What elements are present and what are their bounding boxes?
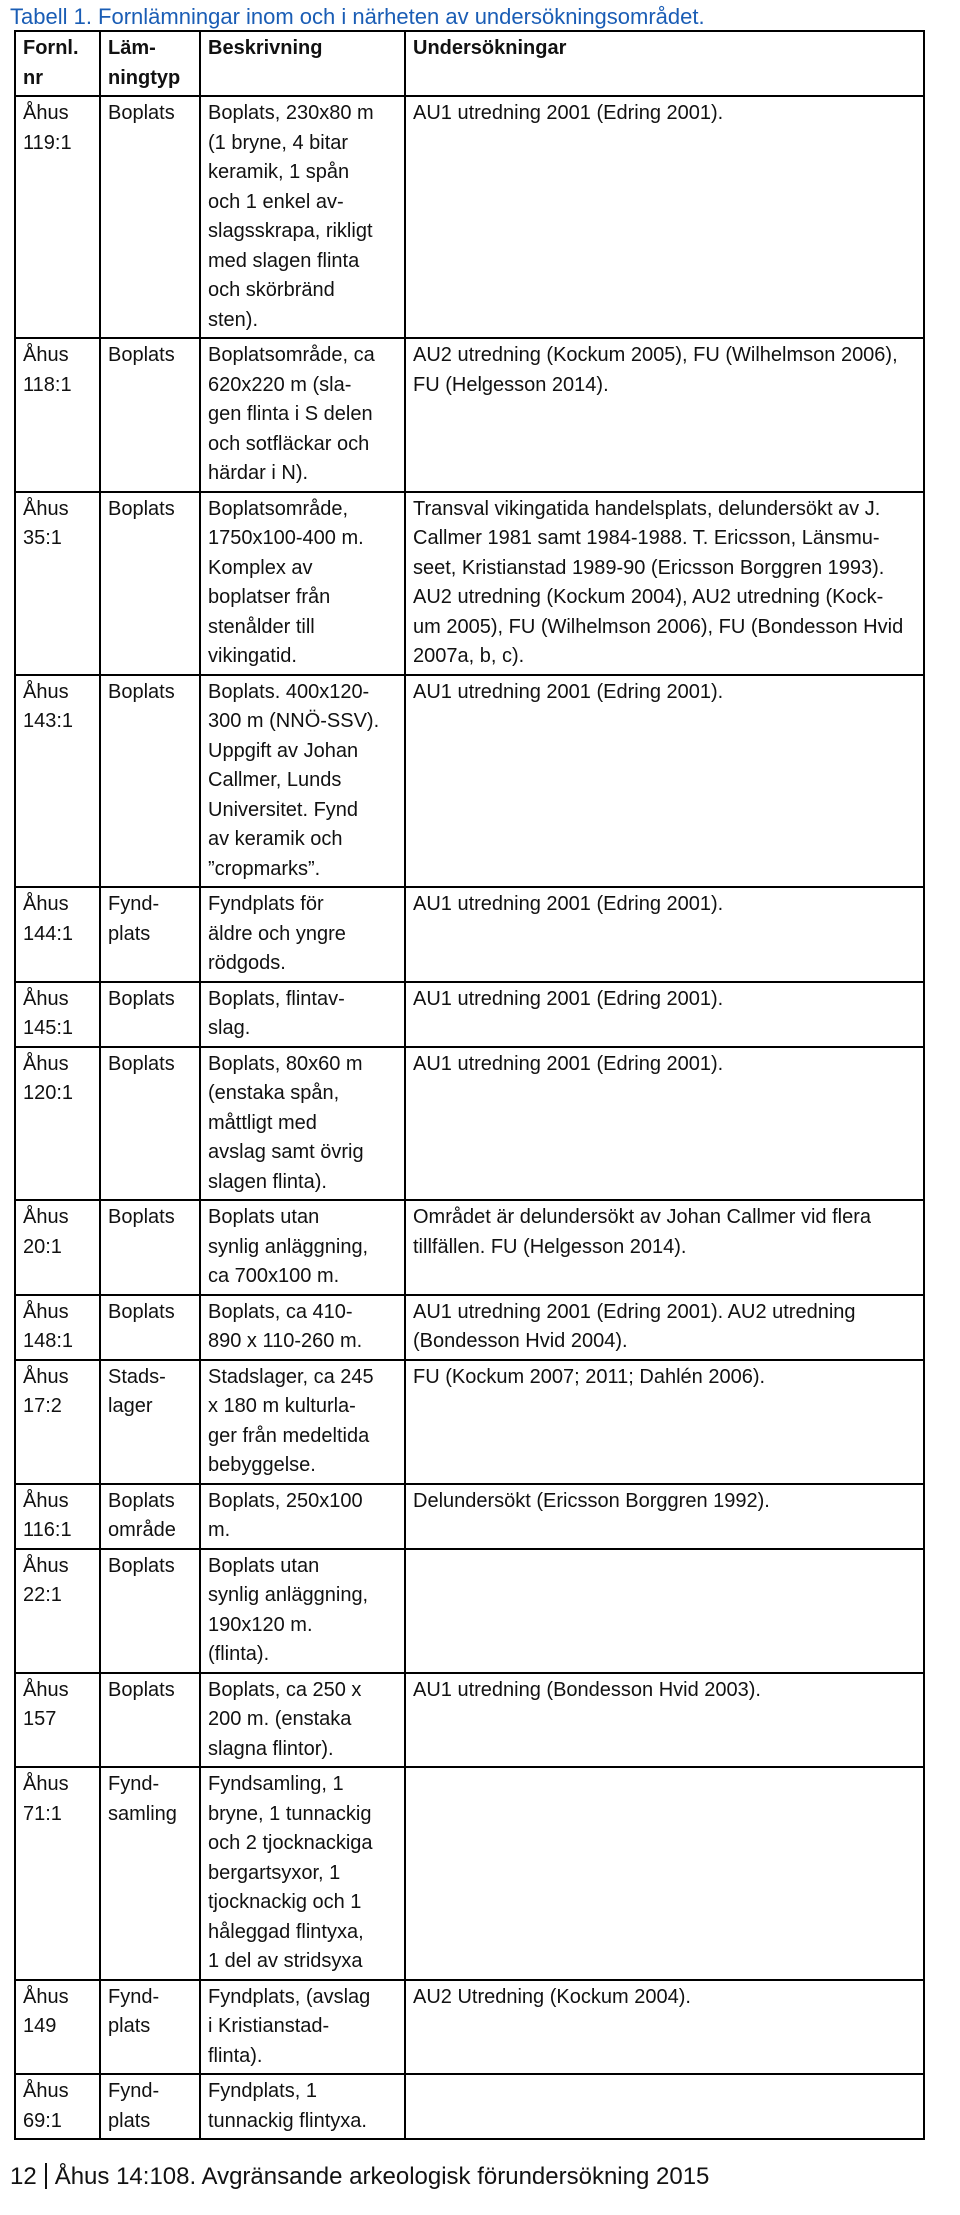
cell-fornl-nr: Åhus 144:1 [15,887,100,982]
cell-lamningtyp: Boplats [100,1200,200,1295]
cell-fornl-nr: Åhus 120:1 [15,1047,100,1201]
table-row [15,1980,924,2075]
table-row [15,1295,924,1360]
page-footer [10,2162,709,2192]
cell-undersokningar: AU1 utredning 2001 (Edring 2001). AU2 utredning (Bondesson Hvid 2004). [405,1295,924,1360]
cell-lamningtyp: Fynd- plats [100,887,200,982]
table-row [15,492,924,675]
cell-undersokningar: AU1 utredning 2001 (Edring 2001). [405,675,924,888]
cell-lamningtyp: Boplats [100,675,200,888]
cell-lamningtyp: Boplats [100,338,200,492]
header-undersokningar: Undersökningar [405,31,924,96]
page-number: 12 [10,2163,37,2190]
cell-undersokningar: AU1 utredning 2001 (Edring 2001). [405,1047,924,1201]
table-row [15,1360,924,1484]
footer-separator [45,2163,47,2189]
header-beskrivning: Beskrivning [200,31,405,96]
table-row [15,1549,924,1673]
cell-undersokningar: AU1 utredning 2001 (Edring 2001). [405,982,924,1047]
table-row [15,982,924,1047]
cell-lamningtyp: Boplats [100,492,200,675]
cell-fornl-nr: Åhus 116:1 [15,1484,100,1549]
cell-beskrivning: Boplatsområde, ca 620x220 m (sla- gen flinta i S delen och sotfläckar och härdar i N). [200,338,405,492]
cell-fornl-nr: Åhus 35:1 [15,492,100,675]
cell-beskrivning: Boplatsområde, 1750x100-400 m. Komplex av boplatser från stenålder till vikingatid. [200,492,405,675]
cell-beskrivning: Boplats utan synlig anläggning, ca 700x100 m. [200,1200,405,1295]
cell-beskrivning: Fyndsamling, 1 bryne, 1 tunnackig och 2 tjocknackiga bergartsyxor, 1 tjocknackig och 1 håleggad flintyxa, 1 del av stridsyxa [200,1767,405,1980]
cell-lamningtyp: Boplats [100,1673,200,1768]
cell-undersokningar: AU2 utredning (Kockum 2005), FU (Wilhelmson 2006), FU (Helgesson 2014). [405,338,924,492]
cell-beskrivning: Boplats, ca 250 x 200 m. (enstaka slagna flintor). [200,1673,405,1768]
cell-beskrivning: Boplats. 400x120- 300 m (NNÖ-SSV). Uppgift av Johan Callmer, Lunds Universitet. Fynd av keramik och ”cropmarks”. [200,675,405,888]
cell-beskrivning: Fyndplats, (avslag i Kristianstad- flinta). [200,1980,405,2075]
cell-lamningtyp: Boplats område [100,1484,200,1549]
cell-lamningtyp: Fynd- plats [100,1980,200,2075]
table-row [15,887,924,982]
cell-fornl-nr: Åhus 17:2 [15,1360,100,1484]
cell-lamningtyp: Fynd- plats [100,2074,200,2139]
cell-beskrivning: Boplats, flintav- slag. [200,982,405,1047]
cell-lamningtyp: Boplats [100,1047,200,1201]
cell-fornl-nr: Åhus 143:1 [15,675,100,888]
cell-fornl-nr: Åhus 22:1 [15,1549,100,1673]
cell-fornl-nr: Åhus 149 [15,1980,100,2075]
header-lamningtyp: Läm- ningtyp [100,31,200,96]
cell-undersokningar: Transval vikingatida handelsplats, delundersökt av J. Callmer 1981 samt 1984-1988. T. Ericsson, Länsmu- seet, Kristianstad 1989-90 (Ericsson Borggren 1993). AU2 utredning (Kockum 2004), AU2 utredning (Kock- um 2005), FU (Wilhelmson 2006), FU (Bondesson Hvid 2007a, b, c). [405,492,924,675]
cell-fornl-nr: Åhus 20:1 [15,1200,100,1295]
cell-beskrivning: Fyndplats för äldre och yngre rödgods. [200,887,405,982]
cell-fornl-nr: Åhus 119:1 [15,96,100,338]
cell-undersokningar: Området är delundersökt av Johan Callmer vid flera tillfällen. FU (Helgesson 2014). [405,1200,924,1295]
cell-beskrivning: Boplats, 230x80 m (1 bryne, 4 bitar keramik, 1 spån och 1 enkel av- slagsskrapa, rikligt med slagen flinta och skörbränd sten). [200,96,405,338]
cell-undersokningar [405,1767,924,1980]
table-row [15,675,924,888]
cell-beskrivning: Boplats utan synlig anläggning, 190x120 m. (flinta). [200,1549,405,1673]
table-row [15,2074,924,2139]
cell-fornl-nr: Åhus 118:1 [15,338,100,492]
cell-lamningtyp: Fynd- samling [100,1767,200,1980]
cell-undersokningar: AU1 utredning 2001 (Edring 2001). [405,887,924,982]
cell-beskrivning: Boplats, 80x60 m (enstaka spån, måttligt med avslag samt övrig slagen flinta). [200,1047,405,1201]
table-row [15,1673,924,1768]
table-header-row [15,31,924,96]
cell-undersokningar: Delundersökt (Ericsson Borggren 1992). [405,1484,924,1549]
cell-fornl-nr: Åhus 148:1 [15,1295,100,1360]
cell-lamningtyp: Boplats [100,1549,200,1673]
cell-beskrivning: Boplats, ca 410- 890 x 110-260 m. [200,1295,405,1360]
cell-beskrivning: Fyndplats, 1 tunnackig flintyxa. [200,2074,405,2139]
cell-fornl-nr: Åhus 71:1 [15,1767,100,1980]
table-body [15,96,924,2139]
header-fornl-nr: Fornl. nr [15,31,100,96]
cell-fornl-nr: Åhus 145:1 [15,982,100,1047]
cell-undersokningar: AU1 utredning 2001 (Edring 2001). [405,96,924,338]
table-row [15,1484,924,1549]
cell-undersokningar: AU2 Utredning (Kockum 2004). [405,1980,924,2075]
footer-title: Åhus 14:108. Avgränsande arkeologisk förundersökning 2015 [54,2163,710,2190]
cell-undersokningar [405,1549,924,1673]
cell-lamningtyp: Boplats [100,1295,200,1360]
cell-lamningtyp: Boplats [100,982,200,1047]
table-row [15,1200,924,1295]
cell-beskrivning: Stadslager, ca 245 x 180 m kulturla- ger från medeltida bebyggelse. [200,1360,405,1484]
cell-lamningtyp: Stads- lager [100,1360,200,1484]
table-row [15,1767,924,1980]
table-caption: Tabell 1. Fornlämningar inom och i närheten av undersökningsområdet. [10,4,705,29]
monuments-table [14,30,925,2140]
table-row [15,96,924,338]
table-row [15,1047,924,1201]
cell-undersokningar: AU1 utredning (Bondesson Hvid 2003). [405,1673,924,1768]
cell-beskrivning: Boplats, 250x100 m. [200,1484,405,1549]
table-row [15,338,924,492]
cell-lamningtyp: Boplats [100,96,200,338]
cell-undersokningar: FU (Kockum 2007; 2011; Dahlén 2006). [405,1360,924,1484]
cell-fornl-nr: Åhus 69:1 [15,2074,100,2139]
cell-undersokningar [405,2074,924,2139]
cell-fornl-nr: Åhus 157 [15,1673,100,1768]
